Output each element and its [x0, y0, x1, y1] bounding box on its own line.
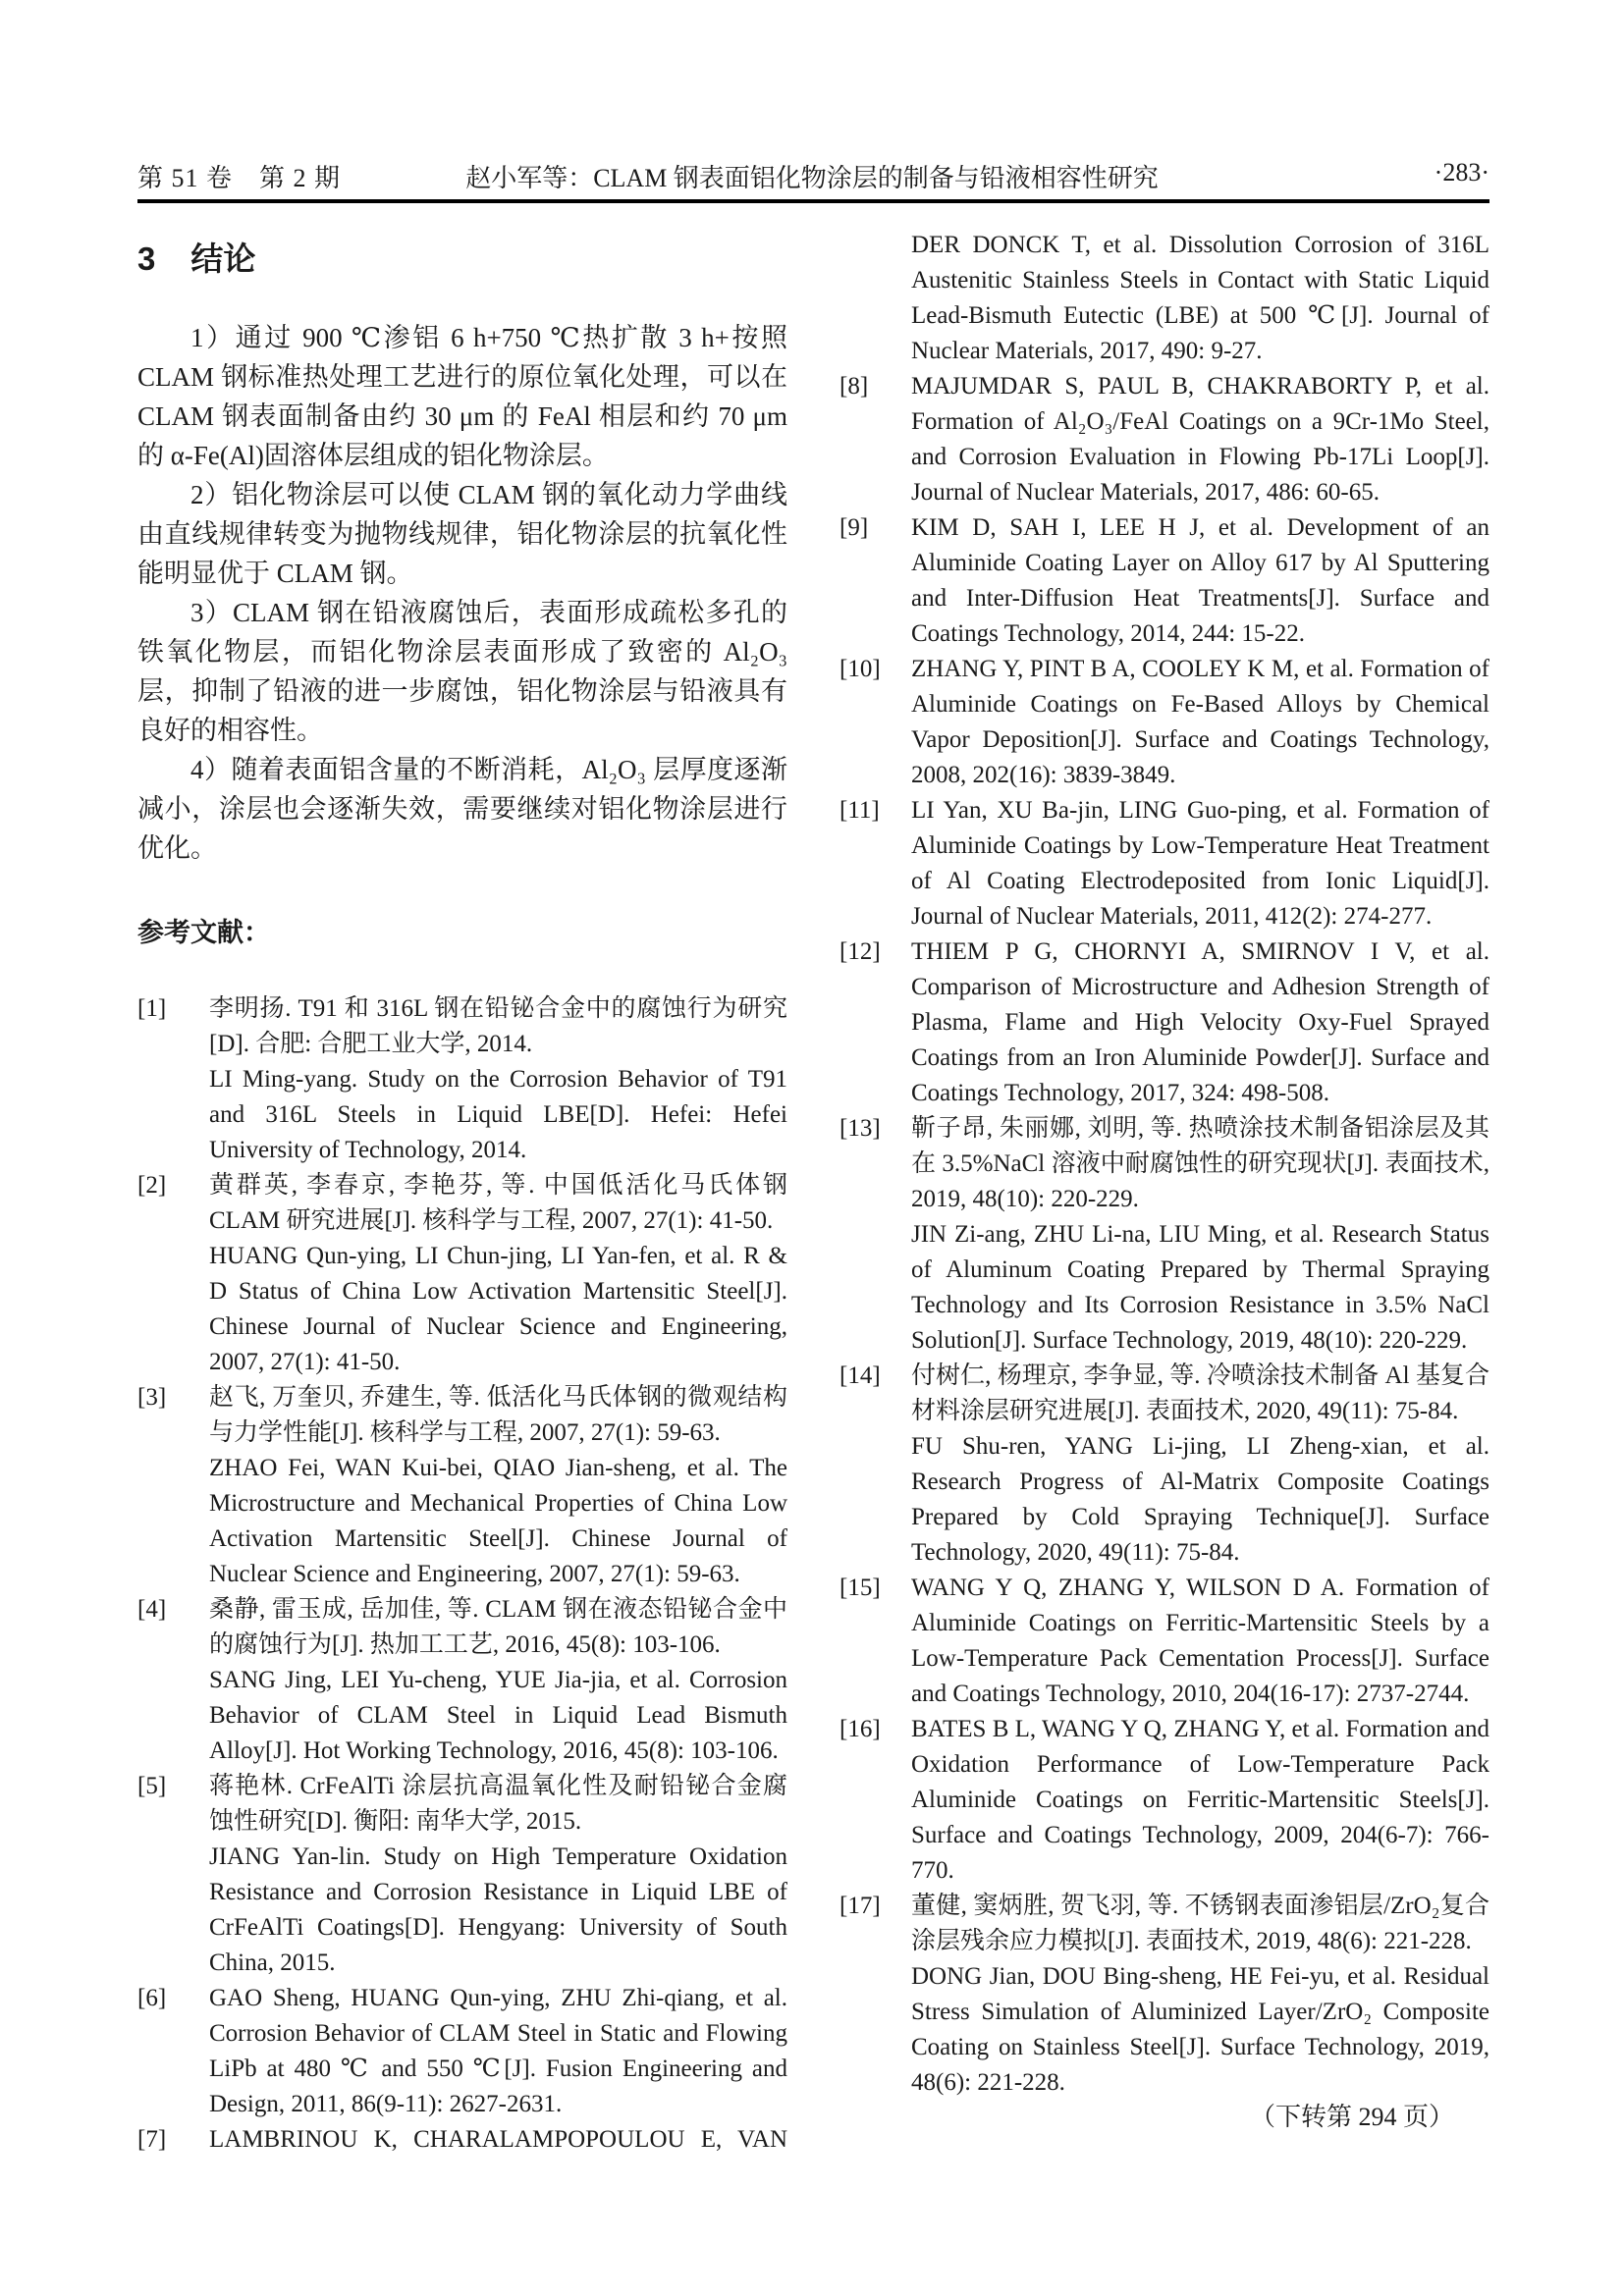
reference-text-en: KIM D, SAH I, LEE H J, et al. Development of an Aluminide Coating Layer on Alloy 617 by Al Sputtering and Inter-Diffusion Heat Treatments[J]. Surface and Coatings Technology, 2014, 244: 15-22. [911, 514, 1489, 647]
reference-item [839, 652, 1489, 793]
section-title: 结论 [190, 240, 256, 277]
header-rule [137, 199, 1489, 203]
reference-id: [13] [839, 1115, 881, 1142]
conclusion-section-heading [137, 238, 787, 281]
reference-item [137, 1981, 787, 2122]
reference-text-zh: 桑静, 雷玉成, 岳加佳, 等. CLAM 钢在液态铅铋合金中的腐蚀行为[J]. 热加工工艺, 2016, 45(8): 103-106. [209, 1596, 787, 1658]
reference-item [839, 1571, 1489, 1712]
reference-text-zh: 李明扬. T91 和 316L 钢在铅铋合金中的腐蚀行为研究[D]. 合肥: 合肥工业大学, 2014. [209, 995, 787, 1057]
conclusion-paragraph: 2）铝化物涂层可以使 CLAM 钢的氧化动力学曲线由直线规律转变为抛物线规律，铝化物涂层的抗氧化性能明显优于 CLAM 钢。 [137, 480, 787, 588]
reference-text-zh: 付树仁, 杨理京, 李争显, 等. 冷喷涂技术制备 Al 基复合材料涂层研究进展[J]. 表面技术, 2020, 49(11): 75-84. [911, 1362, 1489, 1424]
reference-id: [8] [839, 373, 869, 400]
reference-text-en: ZHAO Fei, WAN Kui-bei, QIAO Jian-sheng, et al. The Microstructure and Mechanical Properties of China Low Activation Martensitic Steel[J]. Chinese Journal of Nuclear Science and Engineering, 2007, 27(1): 59-63. [209, 1455, 787, 1587]
reference-text-en: DER DONCK T, et al. Dissolution Corrosion of 316L Austenitic Stainless Steels in Contact with Static Liquid Lead-Bismuth Eutectic (LBE) at 500 ℃[J]. Journal of Nuclear Materials, 2017, 490: 9-27. [911, 232, 1489, 364]
reference-text-zh: 靳子昂, 朱丽娜, 刘明, 等. 热喷涂技术制备铝涂层及其在 3.5%NaCl 溶液中耐腐蚀性的研究现状[J]. 表面技术, 2019, 48(10): 220-229. [911, 1115, 1489, 1212]
reference-text-zh: 董健, 窦炳胜, 贺飞羽, 等. 不锈钢表面渗铝层/ZrO₂复合涂层残余应力模拟[J]. 表面技术, 2019, 48(6): 221-228. [911, 1893, 1489, 1954]
reference-text-en: SANG Jing, LEI Yu-cheng, YUE Jia-jia, et al. Corrosion Behavior of CLAM Steel in Liquid Lead Bismuth Alloy[J]. Hot Working Technology, 2016, 45(8): 103-106. [209, 1667, 787, 1764]
reference-id: [11] [839, 797, 880, 824]
reference-text-en: THIEM P G, CHORNYI A, SMIRNOV I V, et al. Comparison of Microstructure and Adhesion Strength of Plasma, Flame and High Velocity Oxy-Fuel Sprayed Coatings from an Iron Aluminide Powder[J]. Surface and Coatings Technology, 2017, 324: 498-508. [911, 938, 1489, 1106]
reference-text-en: LAMBRINOU K, CHARALAMPOPOULOU E, VAN [209, 2126, 787, 2153]
reference-item [137, 1168, 787, 1380]
reference-id: [14] [839, 1362, 881, 1389]
reference-text-zh: 黄群英, 李春京, 李艳芬, 等. 中国低活化马氏体钢 CLAM 研究进展[J]. 核科学与工程, 2007, 27(1): 41-50. [209, 1172, 787, 1234]
reference-text-en: GAO Sheng, HUANG Qun-ying, ZHU Zhi-qiang, et al. Corrosion Behavior of CLAM Steel in Static and Flowing LiPb at 480 ℃ and 550 ℃[J]. Fusion Engineering and Design, 2011, 86(9-11): 2627-2631. [209, 1985, 787, 2117]
reference-id: [12] [839, 938, 881, 965]
header-running-title: 赵小军等：CLAM 钢表面铝化物涂层的制备与铅液相容性研究 [465, 164, 1159, 192]
reference-item [839, 369, 1489, 510]
conclusion-paragraph: 3）CLAM 钢在铅液腐蚀后，表面形成疏松多孔的铁氧化物层，而铝化物涂层表面形成了致密的 Al₂O₃ 层，抑制了铅液的进一步腐蚀，铝化物涂层与铅液具有良好的相容性。 [137, 598, 787, 745]
reference-id: [1] [137, 995, 167, 1022]
reference-text-en: ZHANG Y, PINT B A, COOLEY K M, et al. Formation of Aluminide Coatings on Fe-Based Alloys by Chemical Vapor Deposition[J]. Surface and Coatings Technology, 2008, 202(16): 3839-3849. [911, 656, 1489, 788]
reference-text-en: JIN Zi-ang, ZHU Li-na, LIU Ming, et al. Research Status of Aluminum Coating Prepared by Thermal Spraying Technology and Its Corrosion Resistance in 3.5% NaCl Solution[J]. Surface Technology, 2019, 48(10): 220-229. [911, 1221, 1489, 1354]
reference-id: [16] [839, 1716, 881, 1742]
reference-item [839, 510, 1489, 652]
reference-item [137, 1592, 787, 1769]
reference-text-en: MAJUMDAR S, PAUL B, CHAKRABORTY P, et al. Formation of Al₂O₃/FeAl Coatings on a 9Cr-1Mo Steel, and Corrosion Evaluation in Flowing Pb-17Li Loop[J]. Journal of Nuclear Materials, 2017, 486: 60-65. [911, 373, 1489, 506]
reference-item [137, 2122, 787, 2158]
reference-id: [3] [137, 1384, 167, 1411]
reference-item [839, 793, 1489, 934]
right-column [839, 228, 1489, 2101]
conclusion-paragraph: 4）随着表面铝含量的不断消耗，Al₂O₃ 层厚度逐渐减小，涂层也会逐渐失效，需要继续对铝化物涂层进行优化。 [137, 755, 787, 863]
reference-item [137, 1380, 787, 1592]
reference-text-en: WANG Y Q, ZHANG Y, WILSON D A. Formation of Aluminide Coatings on Ferritic-Martensitic Steels by a Low-Temperature Pack Cementation Process[J]. Surface and Coatings Technology, 2010, 204(16-17): 2737-2744. [911, 1575, 1489, 1707]
reference-item [137, 1769, 787, 1981]
conclusion-paragraph: 1）通过 900 ℃渗铝 6 h+750 ℃热扩散 3 h+按照 CLAM 钢标准热处理工艺进行的原位氧化处理，可以在 CLAM 钢表面制备由约 30 μm 的 FeAl 相层和约 70 μm 的 α-Fe(Al)固溶体层组成的铝化物涂层。 [137, 323, 787, 470]
reference-item [839, 1359, 1489, 1571]
section-number: 3 [137, 240, 156, 277]
reference-id: [6] [137, 1985, 167, 2011]
reference-text-zh: 赵飞, 万奎贝, 乔建生, 等. 低活化马氏体钢的微观结构与力学性能[J]. 核科学与工程, 2007, 27(1): 59-63. [209, 1384, 787, 1446]
reference-text-en: JIANG Yan-lin. Study on High Temperature Oxidation Resistance and Corrosion Resistance in Liquid LBE of CrFeAlTi Coatings[D]. Hengyang: University of South China, 2015. [209, 1843, 787, 1976]
reference-id: [17] [839, 1893, 881, 1919]
reference-text-en: FU Shu-ren, YANG Li-jing, LI Zheng-xian, et al. Research Progress of Al-Matrix Composite Coatings Prepared by Cold Spraying Technique[J]. Surface Technology, 2020, 49(11): 75-84. [911, 1433, 1489, 1566]
references-heading: 参考文献： [137, 918, 270, 947]
reference-id: [2] [137, 1172, 167, 1199]
continued-on-page-note: （下转第 294 页） [1249, 2103, 1454, 2131]
reference-id: [7] [137, 2126, 167, 2153]
reference-text-en: LI Ming-yang. Study on the Corrosion Behavior of T91 and 316L Steels in Liquid LBE[D]. Hefei: Hefei University of Technology, 2014. [209, 1066, 787, 1163]
reference-text-en: BATES B L, WANG Y Q, ZHANG Y, et al. Formation and Oxidation Performance of Low-Temperature Pack Aluminide Coatings on Ferritic-Martensitic Steels[J]. Surface and Coatings Technology, 2009, 204(6-7): 766-770. [911, 1716, 1489, 1884]
reference-item [839, 1712, 1489, 1889]
reference-text-zh: 蒋艳林. CrFeAlTi 涂层抗高温氧化性及耐铅铋合金腐蚀性研究[D]. 衡阳: 南华大学, 2015. [209, 1773, 787, 1835]
reference-id: [4] [137, 1596, 167, 1623]
header-page-number: ·283· [1434, 158, 1489, 187]
reference-text-en: HUANG Qun-ying, LI Chun-jing, LI Yan-fen, et al. R & D Status of China Low Activation Martensitic Steel[J]. Chinese Journal of Nuclear Science and Engineering, 2007, 27(1): 41-50. [209, 1243, 787, 1375]
reference-item [839, 1111, 1489, 1359]
left-column [137, 238, 787, 2158]
reference-item [839, 1889, 1489, 2101]
header-volume-issue: 第 51 卷 第 2 期 [137, 164, 342, 192]
reference-continuation [839, 228, 1489, 369]
reference-id: [5] [137, 1773, 167, 1799]
reference-text-en: DONG Jian, DOU Bing-sheng, HE Fei-yu, et al. Residual Stress Simulation of Aluminized Layer/ZrO₂ Composite Coating on Stainless Steel[J]. Surface Technology, 2019, 48(6): 221-228. [911, 1963, 1489, 2096]
reference-item [137, 991, 787, 1168]
reference-id: [10] [839, 656, 881, 682]
reference-id: [15] [839, 1575, 881, 1601]
reference-text-en: LI Yan, XU Ba-jin, LING Guo-ping, et al. Formation of Aluminide Coatings by Low-Temperature Heat Treatment of Al Coating Electrodeposited from Ionic Liquid[J]. Journal of Nuclear Materials, 2011, 412(2): 274-277. [911, 797, 1489, 930]
reference-item [839, 934, 1489, 1111]
reference-id: [9] [839, 514, 869, 541]
